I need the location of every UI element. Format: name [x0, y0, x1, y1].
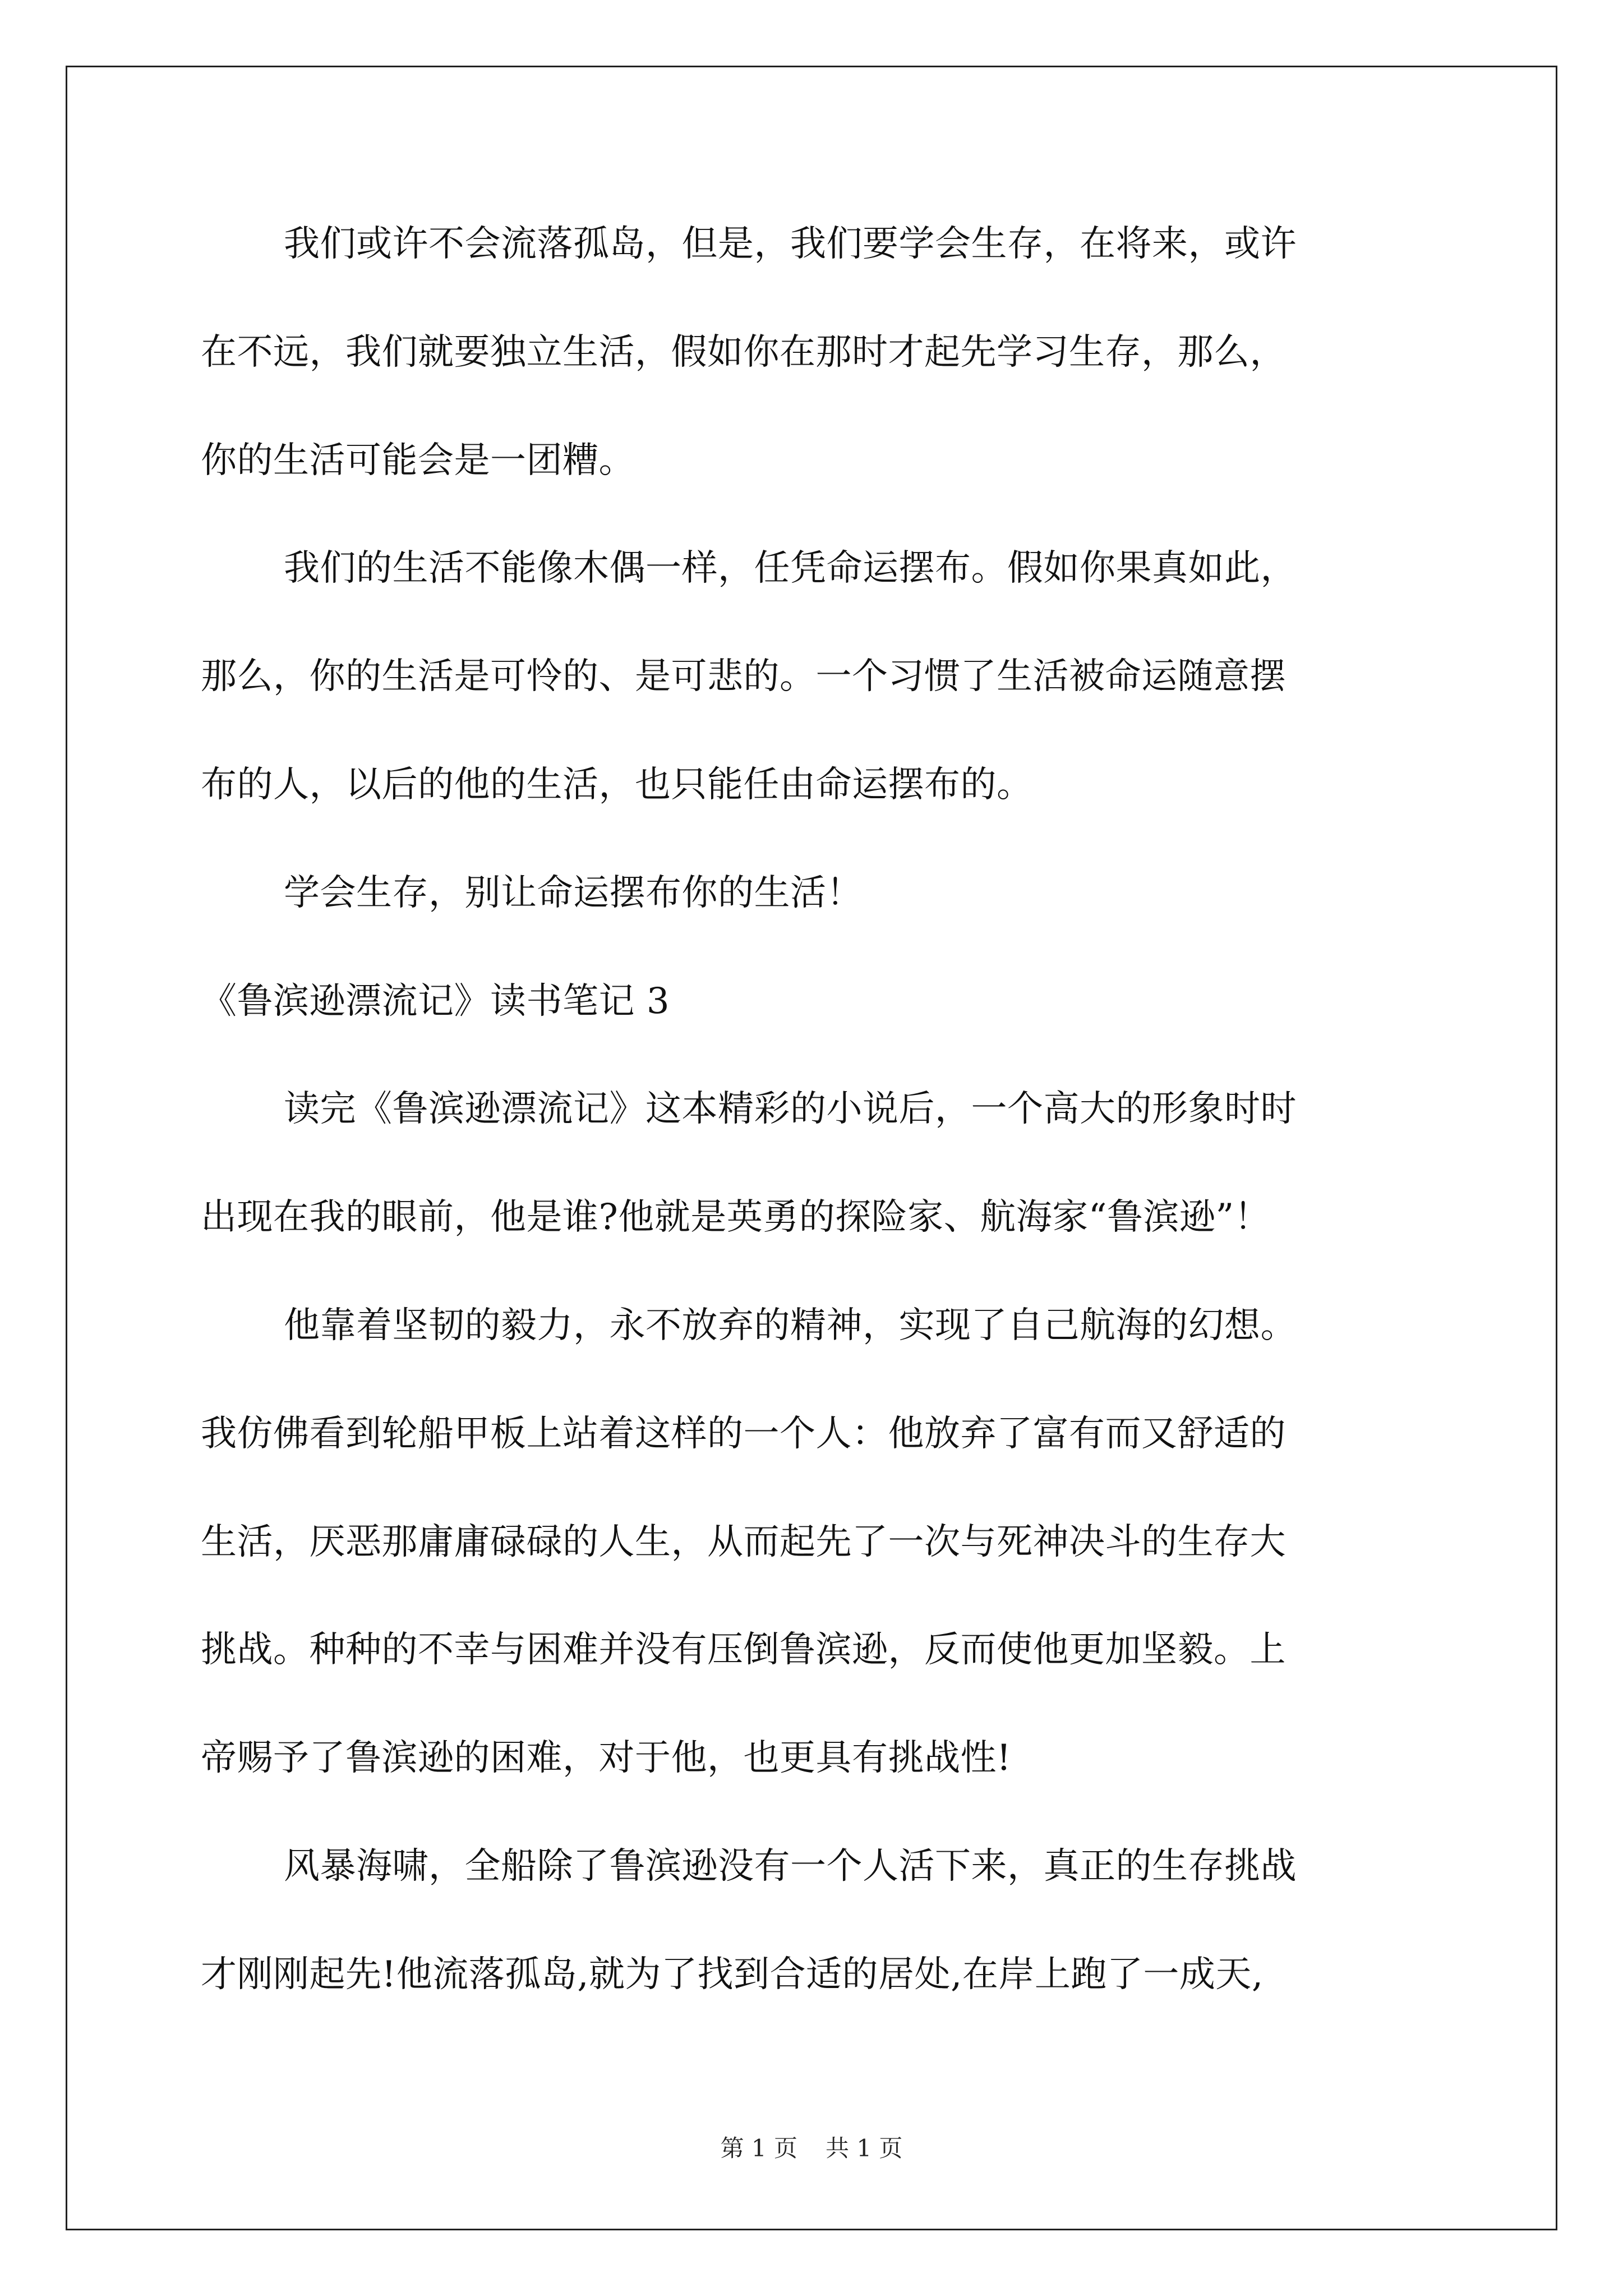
document-body [201, 208, 1435, 2046]
text-line: 他靠着坚韧的毅力，永不放弃的精神，实现了自己航海的幻想。 [284, 1304, 1297, 1346]
text-line: 那么，你的生活是可怜的、是可悲的。一个习惯了生活被命运随意摆 [201, 656, 1286, 698]
text-line: 你的生活可能会是一团糟。 [201, 439, 635, 481]
text-line: 生活，厌恶那庸庸碌碌的人生，从而起先了一次与死神决斗的生存大 [201, 1521, 1286, 1563]
text-line: 出现在我的眼前，他是谁?他就是英勇的探险家、航海家“鲁滨逊”！ [201, 1197, 1271, 1239]
page-total: 共 1 页 [826, 2134, 903, 2162]
text-line: 我们的生活不能像木偶一样，任凭命运摆布。假如你果真如此， [284, 547, 1297, 590]
text-line: 布的人，以后的他的生活，也只能任由命运摆布的。 [201, 763, 1033, 806]
text-line: 学会生存，别让命运摆布你的生活！ [284, 872, 863, 914]
text-line: 风暴海啸，全船除了鲁滨逊没有一个人活下来，真正的生存挑战 [284, 1845, 1297, 1887]
page-footer [0, 2132, 1623, 2165]
text-line: 我仿佛看到轮船甲板上站着这样的一个人：他放弃了富有而又舒适的 [201, 1412, 1286, 1455]
page-number: 第 1 页 [720, 2134, 797, 2162]
text-line: 读完《鲁滨逊漂流记》这本精彩的小说后，一个高大的形象时时 [284, 1088, 1297, 1130]
text-line: 才刚刚起先!他流落孤岛,就为了找到合适的居处,在岸上跑了一成天, [201, 1953, 1264, 1995]
text-line: 在不远，我们就要独立生活，假如你在那时才起先学习生存，那么， [201, 331, 1286, 373]
text-line: 帝赐予了鲁滨逊的困难，对于他，也更具有挑战性! [201, 1737, 1012, 1779]
text-line: 挑战。种种的不幸与困难并没有压倒鲁滨逊，反而使他更加坚毅。上 [201, 1629, 1286, 1671]
section-heading: 《鲁滨逊漂流记》读书笔记 3 [201, 980, 670, 1022]
text-line: 我们或许不会流落孤岛，但是，我们要学会生存，在将来，或许 [284, 223, 1297, 265]
